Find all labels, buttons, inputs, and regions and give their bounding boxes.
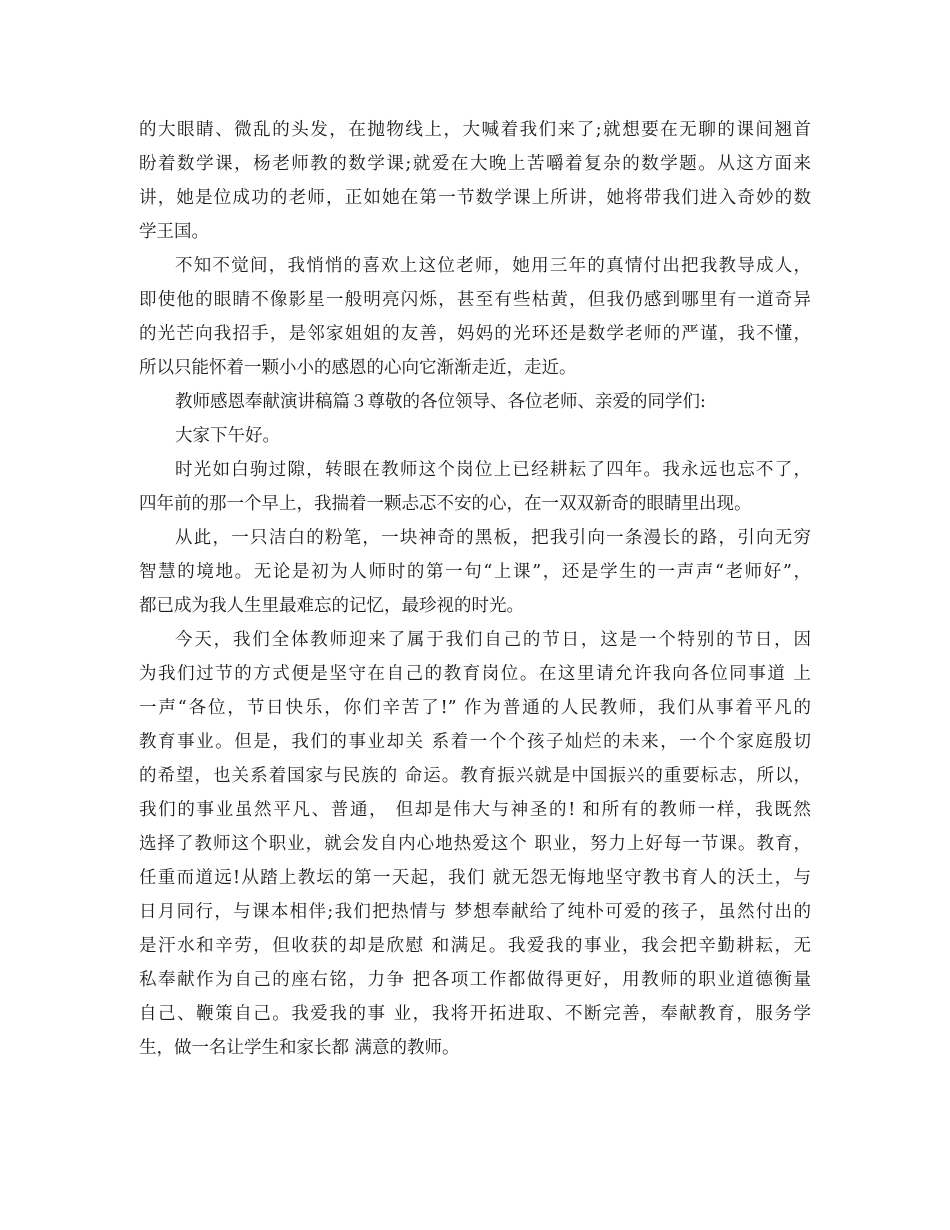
text-line: 一声“各位，节日快乐，你们辛苦了!” 作为普通的人民教师，我们从事着平凡的 [139, 698, 811, 718]
text-line: 四年前的那一个早上，我揣着一颗忐忑不安的心，在一双双新奇的眼睛里出现。 [139, 494, 752, 514]
paragraph [139, 385, 811, 419]
text-line: 任重而道远!从踏上教坛的第一天起，我们 就无怨无悔地坚守教书育人的沃土，与 [139, 868, 811, 888]
paragraph [139, 453, 811, 521]
text-line: 智慧的境地。无论是初为人师时的第一句“上课”，还是学生的一声声“老师好”， [139, 562, 811, 582]
text-line: 时光如白驹过隙，转眼在教师这个岗位上已经耕耘了四年。我永远也忘不了， [175, 460, 811, 480]
paragraph [139, 623, 811, 1065]
text-line: 都已成为我人生里最难忘的记忆，最珍视的时光。 [139, 596, 524, 616]
text-line: 教育事业。但是，我们的事业却关 系着一个个孩子灿烂的未来，一个个家庭殷切 [139, 732, 811, 752]
text-line: 学王国。 [139, 222, 209, 242]
text-line: 不知不觉间，我悄悄的喜欢上这位老师，她用三年的真情付出把我教导成人， [175, 256, 811, 276]
paragraph [139, 249, 811, 385]
paragraph [139, 113, 811, 249]
text-line: 从此，一只洁白的粉笔，一块神奇的黑板，把我引向一条漫长的路，引向无穷 [175, 528, 811, 548]
text-line: 私奉献作为自己的座右铭，力争 把各项工作都做得更好，用教师的职业道德衡量 [139, 970, 811, 990]
text-line: 即使他的眼睛不像影星一般明亮闪烁，甚至有些枯黄，但我仍感到哪里有一道奇异 [139, 290, 811, 310]
paragraph [139, 521, 811, 623]
text-line: 讲，她是位成功的老师，正如她在第一节数学课上所讲，她将带我们进入奇妙的数 [139, 188, 811, 208]
text-line: 选择了教师这个职业，就会发自内心地热爱这个 职业，努力上好每一节课。教育， [139, 834, 811, 854]
text-line: 我们的事业虽然平凡、普通， 但却是伟大与神圣的! 和所有的教师一样，我既然 [139, 800, 811, 820]
text-line: 所以只能怀着一颗小小的感恩的心向它渐渐走近，走近。 [139, 358, 577, 378]
text-line: 自己、鞭策自己。我爱我的事 业，我将开拓进取、不断完善，奉献教育，服务学 [139, 1004, 811, 1024]
text-line: 教师感恩奉献演讲稿篇３尊敬的各位领导、各位老师、亲爱的同学们: [175, 392, 706, 412]
document-body [139, 113, 811, 1065]
text-line: 大家下午好。 [175, 426, 280, 446]
text-line: 日月同行，与课本相伴;我们把热情与 梦想奉献给了纯朴可爱的孩子，虽然付出的 [139, 902, 811, 922]
text-line: 是汗水和辛劳，但收获的却是欣慰 和满足。我爱我的事业，我会把辛勤耕耘，无 [139, 936, 811, 956]
text-line: 盼着数学课，杨老师教的数学课;就爱在大晚上苦嚼着复杂的数学题。从这方面来 [139, 154, 811, 174]
text-line: 生，做一名让学生和家长都 满意的教师。 [139, 1038, 460, 1058]
text-line: 的希望，也关系着国家与民族的 命运。教育振兴就是中国振兴的重要标志，所以， [139, 766, 811, 786]
text-line: 为我们过节的方式便是坚守在自己的教育岗位。在这里请允许我向各位同事道 上 [139, 664, 811, 684]
text-line: 今天，我们全体教师迎来了属于我们自己的节日，这是一个特别的节日，因 [175, 630, 811, 650]
paragraph [139, 419, 811, 453]
text-line: 的大眼睛、微乱的头发，在抛物线上，大喊着我们来了;就想要在无聊的课间翘首 [139, 120, 811, 140]
text-line: 的光芒向我招手，是邻家姐姐的友善，妈妈的光环还是数学老师的严谨，我不懂， [139, 324, 811, 344]
